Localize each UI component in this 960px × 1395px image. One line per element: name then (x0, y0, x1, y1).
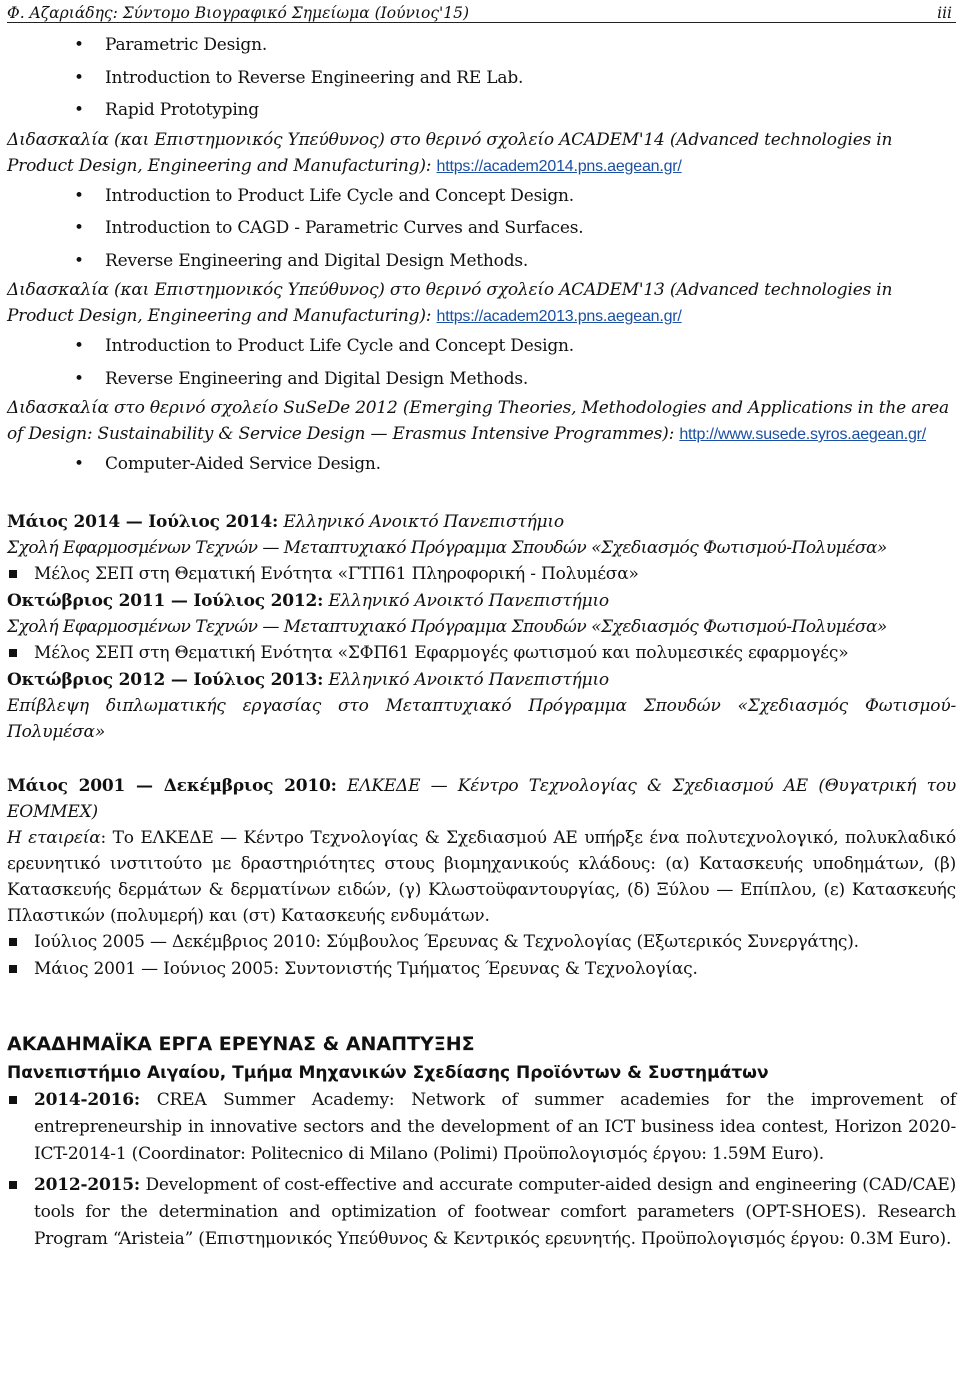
list-item: • Introduction to Reverse Engineering and RE Lab. (7, 62, 956, 95)
company-label: Η εταιρεία (7, 827, 101, 848)
topic-list-3 (7, 330, 956, 395)
eap-entry-2-heading (7, 588, 956, 614)
eap-entry-2-school: Σχολή Εφαρμοσμένων Τεχνών — Μεταπτυχιακό Πρόγραμμα Σπουδών «Σχεδιασμός Φωτισμού-Πολυμέσα» (7, 616, 887, 637)
eap-entry-3-heading (7, 667, 956, 693)
list-item: • Parametric Design. (7, 29, 956, 62)
section-title: ΑΚΑΔΗΜΑΪΚΑ ΕΡΓΑ ΕΡΕΥΝΑΣ & ΑΝΑΠΤΥΞΗΣ (7, 1032, 475, 1055)
susede-link[interactable]: http://www.susede.syros.aegean.gr/ (679, 426, 927, 443)
list-item: Μέλος ΣΕΠ στη Θεματική Ενότητα «ΣΦΠ61 Εφαρμογές φωτισμού και πολυμεσικές εφαρμογές» (7, 640, 956, 667)
topic-list-1 (7, 29, 956, 127)
teaching-text: Διδασκαλία (και Επιστημονικός Υπεύθυνος) στο θερινό σχολείο ACADEM'14 (Advanced technologies in Product Design, Engineering and Manufacturing): (7, 129, 893, 176)
projects-list (7, 1087, 956, 1253)
project-years: 2012-2015: (34, 1174, 140, 1195)
page-header (7, 0, 956, 23)
list-item: • Reverse Engineering and Digital Design Methods. (7, 245, 956, 278)
academ2014-link[interactable]: https://academ2014.pns.aegean.gr/ (436, 157, 682, 175)
teaching-academ14 (7, 127, 956, 180)
period: Οκτώβριος 2012 — Ιούλιος 2013: (7, 669, 324, 690)
spacer (7, 983, 956, 1029)
period: Οκτώβριος 2011 — Ιούλιος 2012: (7, 590, 324, 611)
academ2013-link[interactable]: https://academ2013.pns.aegean.gr/ (436, 308, 682, 325)
teaching-susede (7, 395, 956, 448)
institution: Ελληνικό Ανοικτό Πανεπιστήμιο (323, 669, 609, 690)
project-text: CREA Summer Academy: Network of summer academies for the improvement of entrepreneurship in innovative sectors and the development of an ICT business idea contest, Horizon 2020-ICT-2014-1 (Coordinator: Politecnico di Milano (Polimi) Προϋπολογισμός έργου: 1.59M Euro). (34, 1089, 956, 1164)
institution: ΕΛΚΕΔΕ — Κέντρο Τεχνολογίας & Σχεδιασμού ΑΕ (Θυγατρική του ΕΟΜΜΕΧ) (7, 775, 956, 822)
project-item (7, 1172, 956, 1253)
header-title: Φ. Αζαριάδης: Σύντομο Βιογραφικό Σημείωμα (Ιούνιος'15) (7, 4, 470, 22)
list-item: • Introduction to Product Life Cycle and Concept Design. (7, 180, 956, 213)
page-number: iii (937, 4, 952, 22)
teaching-text: Διδασκαλία στο θερινό σχολείο SuSeDe 2012 (Emerging Theories, Methodologies and Applications in the area of Design: Sustainability & Service Design — Erasmus Intensive Programmes): (7, 398, 949, 444)
eap-entry-1-list (7, 561, 956, 588)
list-item: • Reverse Engineering and Digital Design Methods. (7, 363, 956, 396)
eap-entry-2-list (7, 640, 956, 667)
institution: Ελληνικό Ανοικτό Πανεπιστήμιο (323, 590, 609, 611)
topic-list-2 (7, 180, 956, 278)
list-item: Μάιος 2001 — Ιούνιος 2005: Συντονιστής Τμήματος Έρευνας & Τεχνολογίας. (7, 956, 956, 983)
teaching-text: Διδασκαλία (και Επιστημονικός Υπεύθυνος) στο θερινό σχολείο ACADEM'13 (Advanced technologies in Product Design, Engineering and Manufacturing): (7, 280, 893, 326)
elkede-list (7, 929, 956, 983)
topic-list-4 (7, 448, 956, 481)
elkede-heading (7, 773, 956, 825)
university-heading: Πανεπιστήμιο Αιγαίου, Τμήμα Μηχανικών Σχεδίασης Προϊόντων & Συστημάτων (7, 1062, 769, 1083)
company-description: : Το ΕΛΚΕΔΕ — Κέντρο Τεχνολογίας & Σχεδιασμού ΑΕ υπήρξε ένα πολυτεχνολογικό, πολυκλαδικό ερευνητικό ινστιτούτο με δραστηριότητες στους βιομηχανικούς κλάδους: (α) Κατασκευής υποδημάτων, (β) Κατασκευής δερμάτων & δερματίνων ειδών, (γ) Κλωστοϋφαντουργίας, (δ) Ξύλου — Επίπλου, (ε) Κατασκευής Πλαστικών (πολυμερή) και (στ) Κατασκευής ενδυμάτων. (7, 827, 956, 926)
institution: Ελληνικό Ανοικτό Πανεπιστήμιο (278, 511, 564, 532)
eap-entry-3-text: Επίβλεψη διπλωματικής εργασίας στο Μεταπτυχιακό Πρόγραμμα Σπουδών «Σχεδιασμός Φωτισμού-Πολυμέσα» (7, 695, 956, 742)
list-item: • Introduction to CAGD - Parametric Curves and Surfaces. (7, 212, 956, 245)
teaching-academ13 (7, 277, 956, 330)
spacer (7, 745, 956, 773)
list-item: • Rapid Prototyping (7, 94, 956, 127)
project-years: 2014-2016: (34, 1089, 140, 1110)
elkede-description (7, 825, 956, 929)
eap-entry-1-school: Σχολή Εφαρμοσμένων Τεχνών — Μεταπτυχιακό Πρόγραμμα Σπουδών «Σχεδιασμός Φωτισμού-Πολυμέσα» (7, 537, 887, 558)
period: Μάιος 2014 — Ιούλιος 2014: (7, 511, 279, 532)
list-item: • Introduction to Product Life Cycle and Concept Design. (7, 330, 956, 363)
eap-entry-1-heading (7, 509, 956, 535)
list-item: Ιούλιος 2005 — Δεκέμβριος 2010: Σύμβουλος Έρευνας & Τεχνολογίας (Εξωτερικός Συνεργάτης). (7, 929, 956, 956)
list-item: • Computer-Aided Service Design. (7, 448, 956, 481)
period: Μάιος 2001 — Δεκέμβριος 2010: (7, 775, 337, 796)
project-item (7, 1087, 956, 1168)
spacer (7, 481, 956, 509)
list-item: Μέλος ΣΕΠ στη Θεματική Ενότητα «ΓΤΠ61 Πληροφορική - Πολυμέσα» (7, 561, 956, 588)
project-text: Development of cost-effective and accurate computer-aided design and engineering (CAD/CAE) tools for the determination and optimization of footwear comfort parameters (OPT-SHOES). Research Program “Aristeia” (Επιστημονικός Υπεύθυνος & Κεντρικός ερευνητής. Προϋπολογισμός έργου: 0.3M Euro). (34, 1174, 956, 1249)
